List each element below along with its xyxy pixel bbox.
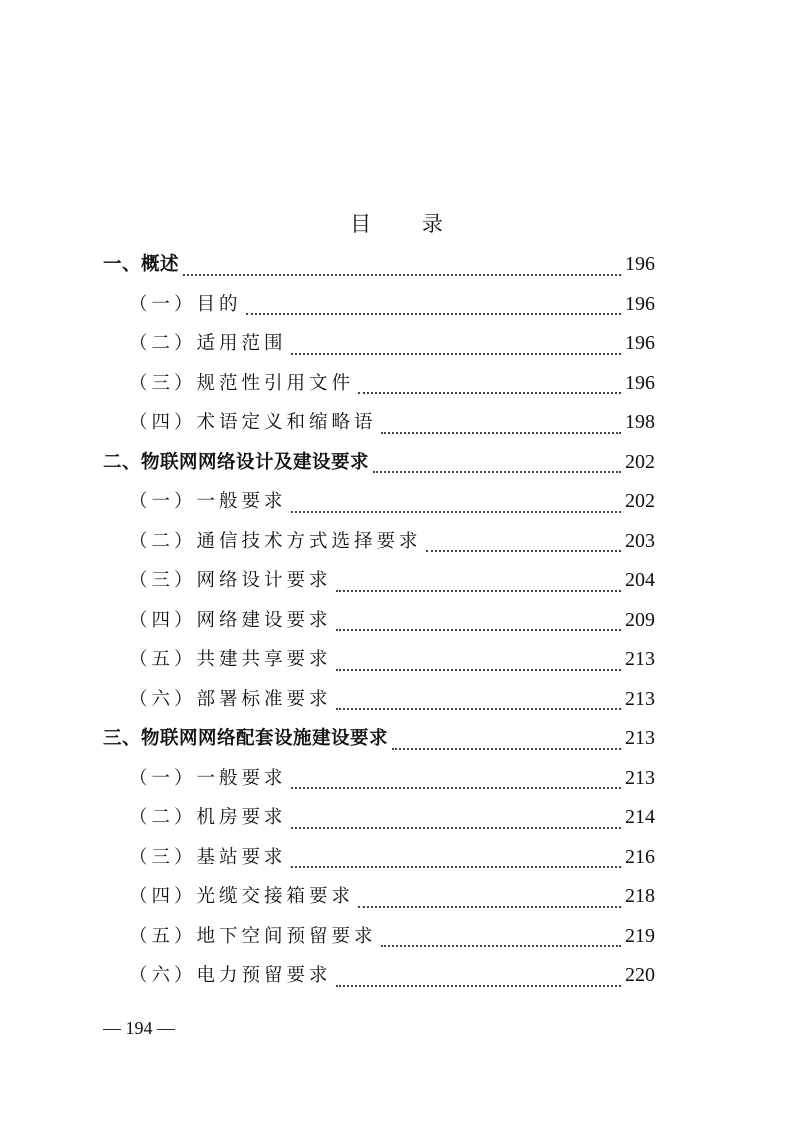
toc-section-entry[interactable] <box>103 640 655 680</box>
toc-entry-page: 220 <box>625 964 655 986</box>
toc-dot-leader <box>426 549 621 552</box>
toc-section-entry[interactable] <box>103 759 655 799</box>
toc-entry-label: （四）术语定义和缩略语 <box>129 412 377 433</box>
toc-entry-label: （二）通信技术方式选择要求 <box>129 530 422 552</box>
toc-entry-page: 198 <box>625 411 655 433</box>
toc-section-entry[interactable] <box>103 364 655 404</box>
toc-entry-label: 二、物联网网络设计及建设要求 <box>103 451 370 473</box>
toc-entry-page: 196 <box>625 332 655 354</box>
toc-dot-leader <box>373 470 621 473</box>
toc-entry-page: 202 <box>625 450 655 473</box>
toc-dot-leader <box>381 431 621 434</box>
toc-dot-leader <box>291 786 621 789</box>
toc-dot-leader <box>291 510 621 513</box>
toc-dot-leader <box>336 707 621 710</box>
toc-section-entry[interactable] <box>103 285 655 325</box>
toc-entry-label: （一）目的 <box>129 293 242 315</box>
toc-entry-page: 196 <box>625 253 655 275</box>
toc-list <box>103 245 655 996</box>
toc-dot-leader <box>183 273 621 276</box>
toc-dot-leader <box>358 391 621 394</box>
toc-dot-leader <box>336 589 621 592</box>
toc-section-entry[interactable] <box>103 838 655 878</box>
toc-section-entry[interactable] <box>103 917 655 957</box>
toc-entry-label: （一）一般要求 <box>129 491 287 512</box>
toc-entry-label: 一、概述 <box>103 254 180 275</box>
toc-dot-leader <box>291 352 621 355</box>
toc-entry-label: （四）光缆交接箱要求 <box>129 886 355 907</box>
toc-entry-label: （五）地下空间预留要求 <box>129 925 377 947</box>
toc-dot-leader <box>381 944 621 947</box>
toc-entry-label: （三）网络设计要求 <box>129 570 332 591</box>
toc-entry-label: （四）网络建设要求 <box>129 609 332 631</box>
toc-dot-leader <box>358 905 621 908</box>
toc-dot-leader <box>336 668 621 671</box>
toc-entry-label: 三、物联网网络配套设施建设要求 <box>103 728 389 749</box>
toc-section-entry[interactable] <box>103 522 655 562</box>
toc-dot-leader <box>291 826 621 829</box>
page-number: — 194 — <box>103 1018 175 1038</box>
toc-entry-page: 213 <box>625 648 655 670</box>
toc-entry-label: （二）机房要求 <box>129 807 287 828</box>
toc-entry-page: 209 <box>625 608 655 631</box>
toc-section-entry[interactable] <box>103 798 655 838</box>
toc-chapter-entry[interactable] <box>103 245 655 285</box>
toc-entry-label: （三）基站要求 <box>129 846 287 868</box>
toc-section-entry[interactable] <box>103 877 655 917</box>
toc-entry-page: 196 <box>625 292 655 315</box>
toc-entry-label: （二）适用范围 <box>129 333 287 354</box>
toc-section-entry[interactable] <box>103 403 655 443</box>
toc-chapter-entry[interactable] <box>103 443 655 483</box>
toc-entry-page: 213 <box>625 687 655 710</box>
toc-entry-page: 204 <box>625 569 655 591</box>
toc-section-entry[interactable] <box>103 561 655 601</box>
toc-dot-leader <box>392 747 621 750</box>
toc-section-entry[interactable] <box>103 482 655 522</box>
toc-entry-page: 214 <box>625 806 655 828</box>
toc-entry-page: 216 <box>625 845 655 868</box>
toc-dot-leader <box>336 628 621 631</box>
toc-title: 目 录 <box>350 212 465 236</box>
toc-entry-page: 213 <box>625 727 655 749</box>
toc-entry-label: （三）规范性引用文件 <box>129 372 355 394</box>
toc-section-entry[interactable] <box>103 956 655 996</box>
toc-entry-label: （六）部署标准要求 <box>129 688 332 710</box>
toc-entry-label: （六）电力预留要求 <box>129 965 332 986</box>
toc-entry-page: 213 <box>625 766 655 789</box>
toc-entry-page: 203 <box>625 529 655 552</box>
toc-entry-label: （一）一般要求 <box>129 767 287 789</box>
toc-section-entry[interactable] <box>103 601 655 641</box>
toc-chapter-entry[interactable] <box>103 719 655 759</box>
toc-dot-leader <box>291 865 621 868</box>
toc-entry-page: 219 <box>625 924 655 947</box>
toc-section-entry[interactable] <box>103 680 655 720</box>
toc-dot-leader <box>336 984 621 987</box>
toc-section-entry[interactable] <box>103 324 655 364</box>
toc-entry-page: 218 <box>625 885 655 907</box>
toc-entry-label: （五）共建共享要求 <box>129 649 332 670</box>
toc-entry-page: 196 <box>625 371 655 394</box>
toc-dot-leader <box>246 312 621 315</box>
toc-entry-page: 202 <box>625 490 655 512</box>
